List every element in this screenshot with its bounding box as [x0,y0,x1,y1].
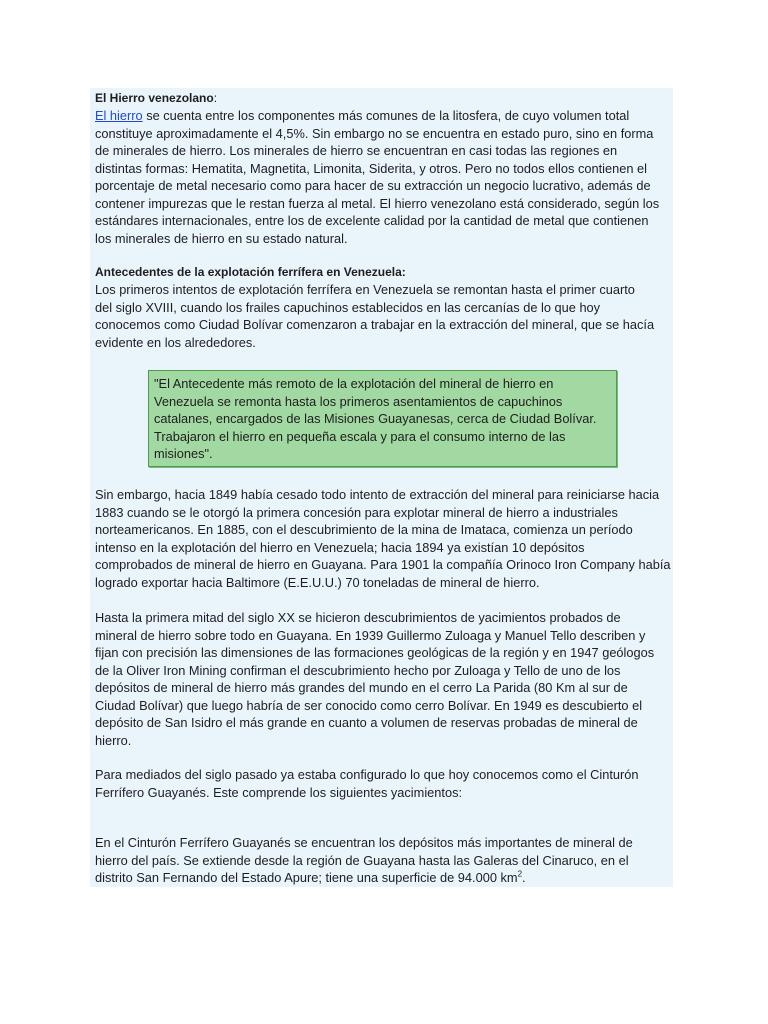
text-line: 1883 cuando se le otorgó la primera concesión para explotar mineral de hierro a industriales [95,504,618,520]
text-line: depósitos de mineral de hierro más grandes del mundo en el cerro La Parida (80 Km al sur de [95,680,628,695]
hierro-link[interactable]: El hierro [95,108,143,123]
text-line: Sin embargo, hacia 1849 había cesado todo intento de extracción del mineral para reiniciarse hacia [95,487,660,502]
quote-line: Venezuela se remonta hasta los primeros asentamientos de capuchinos [154,393,563,409]
text-line: depósito de San Isidro el más grande en cuanto a volumen de reservas probadas de mineral de [95,715,638,730]
text-line: fijan con precisión las dimensiones de las formaciones geológicas de la región y en 1947 geólogos [95,645,655,660]
text-line [95,869,633,887]
section-heading [95,90,659,108]
quote-line: "El Antecedente más remoto de la explotación del mineral de hierro en [154,376,554,391]
text-line: los minerales de hierro en su estado natural. [95,230,348,246]
text-line: mineral de hierro sobre todo en Guayana. En 1939 Guillermo Zuloaga y Manuel Tello describen y [95,627,646,643]
text-line: evidente en los alrededores. [95,334,256,350]
text-line: intenso en la explotación del hierro en Venezuela; hacia 1894 ya existían 10 depósitos [95,539,585,555]
paragraph [95,486,671,591]
text-line: de minerales de hierro. Los minerales de hierro se encuentran en casi todas las regiones en [95,143,618,158]
text-line: logrado exportar hacia Baltimore (E.E.U.U.) 70 toneladas de mineral de hierro. [95,574,540,590]
heading-colon: : [213,90,218,105]
paragraph [95,834,633,887]
text-line: del siglo XVIII, cuando los frailes capuchinos establecidos en las cercanías de lo que hoy [95,299,601,315]
text-line: Hasta la primera mitad del siglo XX se hicieron descubrimientos de yacimientos probados de [95,610,621,625]
text-line: conocemos como Ciudad Bolívar comenzaron a trabajar en la extracción del mineral, que se hacía [95,317,655,332]
text-line: constituye aproximadamente el 4,5%. Sin embargo no se encuentra en estado puro, sino en forma [95,125,654,141]
quote-line: catalanes, encargados de las Misiones Guayanesas, cerca de Ciudad Bolívar. [154,411,597,427]
text-line: porcentaje de metal necesario como para hacer de su extracción un negocio lucrativo, además de [95,178,651,193]
quote-line: Trabajaron el hierro en pequeña escala y para el consumo interno de las [154,428,566,444]
text-line-rest: se cuenta entre los componentes más comunes de la litosfera, de cuyo volumen total [142,108,630,123]
text-line: norteamericanos. En 1885, con el descubrimiento de la mina de Imataca, comienza un período [95,522,633,537]
text-line: En el Cinturón Ferrífero Guayanés se encuentran los depósitos más importantes de mineral de [95,835,633,850]
quote-box [148,370,617,467]
paragraph [95,766,639,801]
text-line: distintas formas: Hematita, Magnetita, Limonita, Siderita, y otros. Pero no todos ellos contienen el [95,160,647,176]
text-line-body: distrito San Fernando del Estado Apure; tiene una superficie de 94.000 km [95,870,518,885]
text-line-ending: . [522,870,526,885]
section-heading: Antecedentes de la explotación ferrífera en Venezuela: [95,264,406,279]
text-line: hierro. [95,732,132,748]
text-line: contener impurezas que le restan fuerza al metal. El hierro venezolano está considerado, según los [95,195,660,211]
intro-section [95,90,659,248]
text-line: Ferrífero Guayanés. Este comprende los siguientes yacimientos: [95,784,463,800]
superscript: 2 [517,869,523,879]
text-line [95,107,659,125]
paragraph [95,609,654,749]
text-line: Los primeros intentos de explotación ferrífera en Venezuela se remontan hasta el primer cuarto [95,282,635,297]
text-line: hierro del país. Se extiende desde la región de Guayana hasta las Galeras del Cinaruco, en el [95,852,629,868]
antecedentes-section [95,264,654,352]
text-line: de la Oliver Iron Mining confirman el descubrimiento hecho por Zuloaga y Tello de uno de los [95,662,621,678]
text-line: Ciudad Bolívar) que luego habría de ser conocido como cerro Bolívar. En 1949 es descubierto el [95,697,643,713]
quote-line: misiones". [154,446,213,462]
text-line: comprobados de mineral de hierro en Guayana. Para 1901 la compañía Orinoco Iron Company había [95,557,671,572]
text-line: Para mediados del siglo pasado ya estaba configurado lo que hoy conocemos como el Cinturón [95,767,639,782]
text-line: estándares internacionales, entre los de excelente calidad por la cantidad de metal que contienen [95,213,649,228]
heading-text: El Hierro venezolano [95,90,214,105]
